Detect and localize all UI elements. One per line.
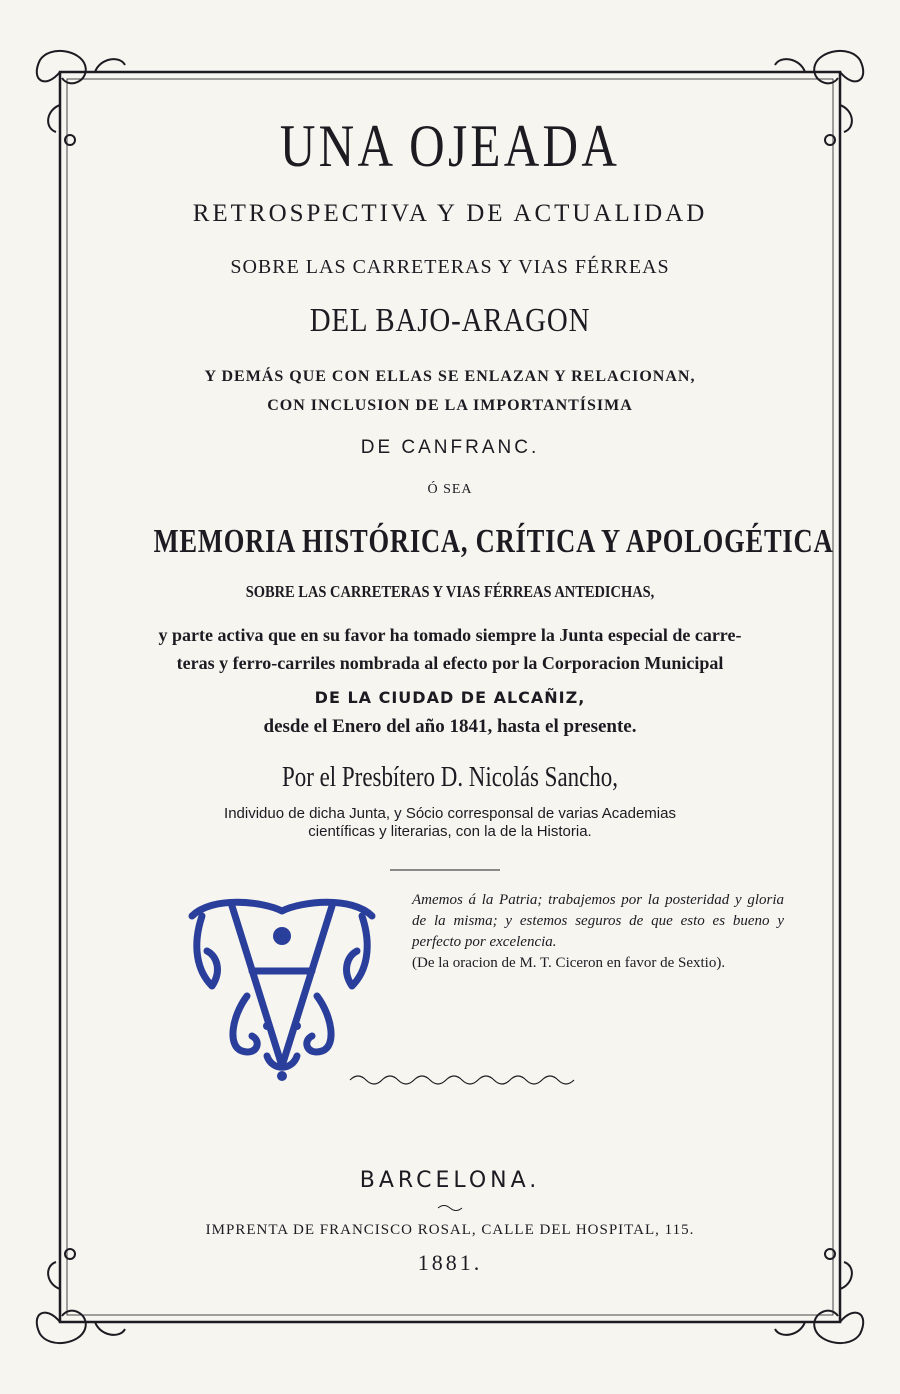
city-line: DE LA CIUDAD DE ALCAÑIZ, (314, 688, 586, 707)
epigraph-quote: Amemos á la Patria; trabajemos por la posteridad y gloria de la misma; y estemos seguros de que esto es bueno y perfecto por excelencia. (412, 892, 784, 950)
epigraph-source: (De la oracion de M. T. Ciceron en favor de Sextio). (412, 955, 726, 971)
extent-line-2: CON INCLUSION DE LA IMPORTANTÍSIMA (267, 397, 633, 414)
imprint-printer: IMPRENTA DE FRANCISCO ROSAL, CALLE DEL HOSPITAL, 115. (205, 1222, 695, 1238)
author-description-2: científicas y literarias, con la de la Historia. (308, 823, 592, 840)
corner-ornament-top-left (37, 51, 125, 145)
subtitle: RETROSPECTIVA Y DE ACTUALIDAD (192, 200, 708, 227)
author-line: Por el Presbítero D. Nicolás Sancho, (281, 762, 619, 793)
imprint-city: BARCELONA. (359, 1168, 541, 1193)
body-line-1: y parte activa que en su favor ha tomado siempre la Junta especial de carre- (158, 625, 742, 645)
imprint-year: 1881. (417, 1250, 483, 1275)
extent-line-1: Y DEMÁS QUE CON ELLAS SE ENLAZAN Y RELACIONAN, (204, 368, 696, 385)
epigraph (412, 890, 784, 974)
corner-ornament-top-right (775, 51, 863, 145)
region-title: DEL BAJO-ARAGON (309, 302, 591, 339)
about-line: SOBRE LAS CARRETERAS Y VIAS FÉRREAS (230, 256, 670, 278)
author-description-1: Individuo de dicha Junta, y Sócio corresponsal de varias Academias (224, 805, 676, 822)
or-line: Ó SEA (427, 482, 473, 497)
memoria-subtitle: SOBRE LAS CARRETERAS Y VIAS FÉRREAS ANTEDICHAS, (245, 582, 655, 601)
date-line: desde el Enero del año 1841, hasta el presente. (263, 716, 637, 737)
monogram-stamp-icon (172, 876, 392, 1086)
main-title: UNA OJEADA (279, 113, 621, 179)
body-line-2: teras y ferro-carriles nombrada al efecto por la Corporacion Municipal (176, 653, 724, 673)
memoria-title: MEMORIA HISTÓRICA, CRÍTICA Y APOLOGÉTICA (153, 523, 834, 560)
canfranc-line: DE CANFRANC. (360, 437, 540, 458)
